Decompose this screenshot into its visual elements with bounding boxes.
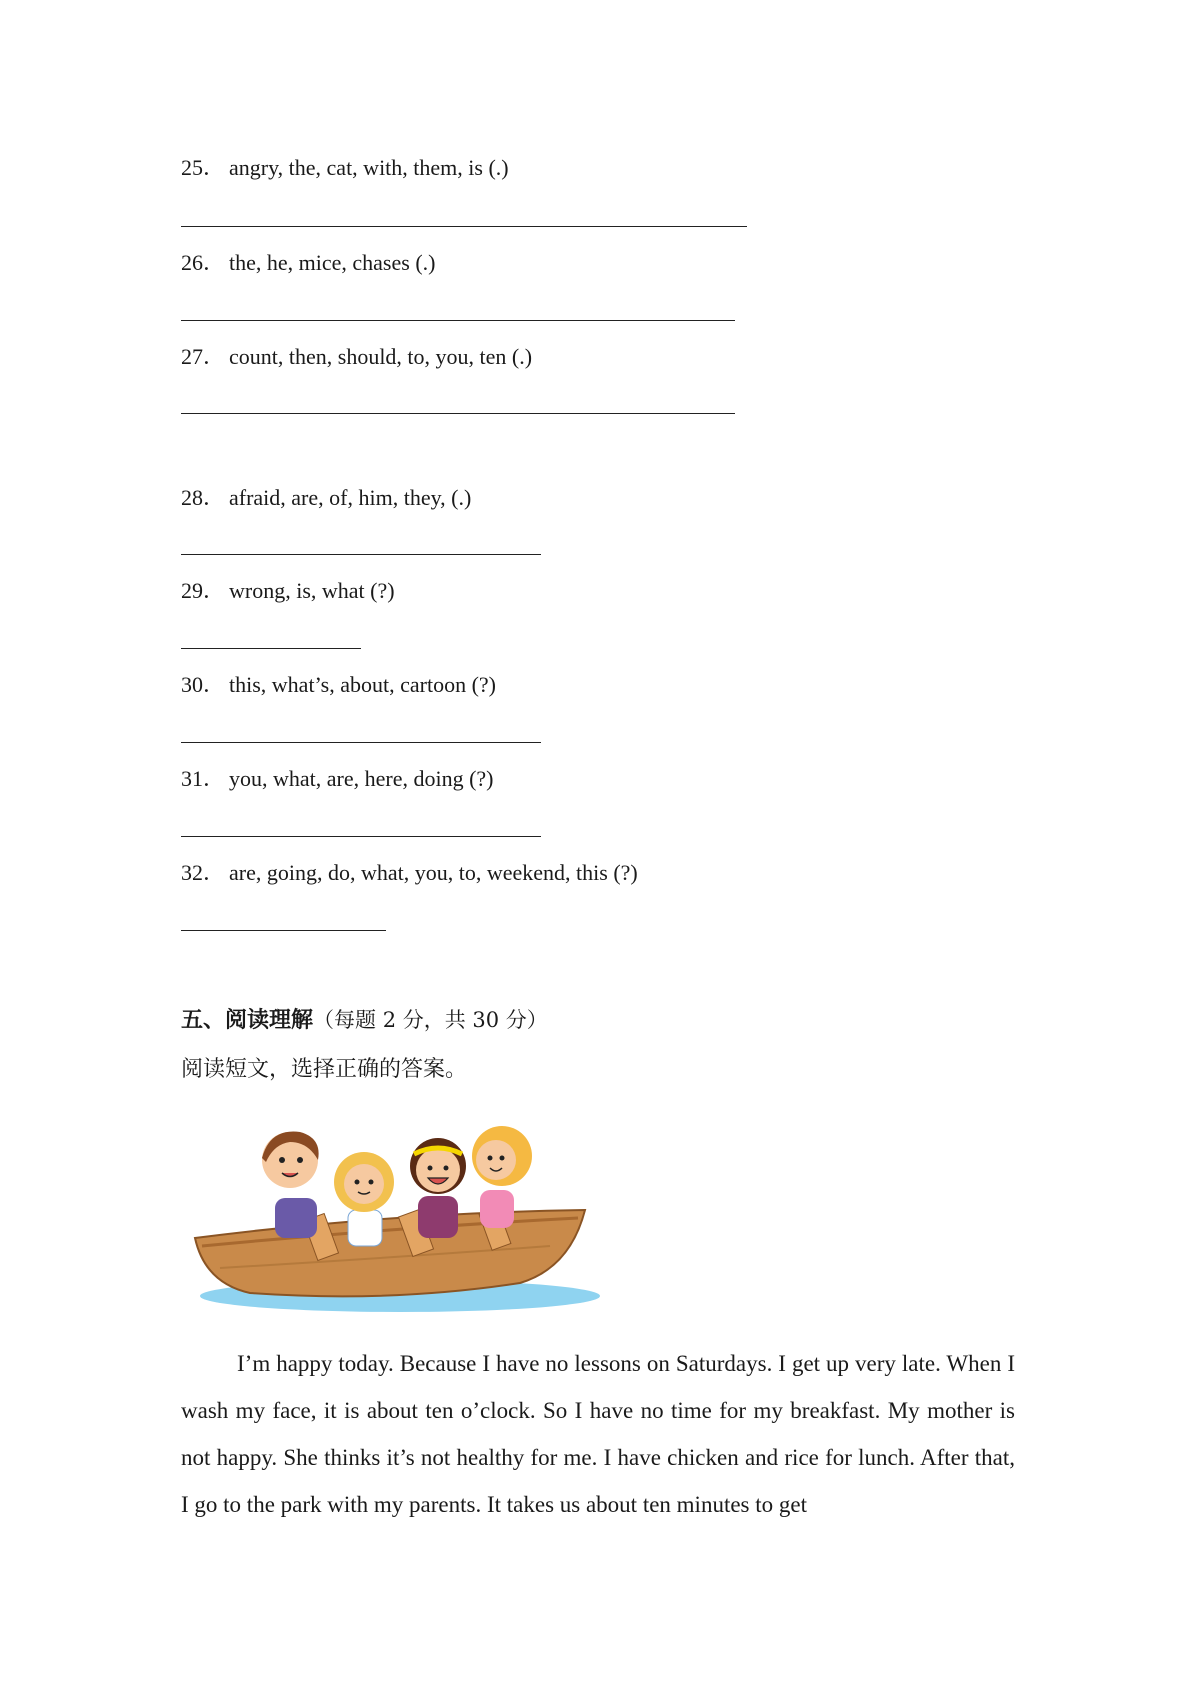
question-29: [181, 578, 395, 604]
children-in-boat-icon: [190, 1118, 610, 1318]
question-number: 27．: [181, 344, 226, 369]
question-27: [181, 344, 532, 370]
question-26: [181, 250, 435, 276]
question-number: 31．: [181, 766, 226, 791]
question-number: 32．: [181, 860, 226, 885]
question-25: [181, 155, 509, 181]
question-31: [181, 766, 494, 792]
answer-line-32[interactable]: [181, 930, 386, 931]
question-number: 28．: [181, 485, 226, 510]
question-words: are, going, do, what, you, to, weekend, this (?): [229, 860, 638, 885]
answer-line-29[interactable]: [181, 648, 361, 649]
question-32: [181, 860, 638, 886]
answer-line-27[interactable]: [181, 413, 735, 414]
section-points: （每题 2 分，共 30 分）: [313, 1008, 548, 1032]
question-number: 25．: [181, 155, 226, 180]
question-number: 26．: [181, 250, 226, 275]
question-words: afraid, are, of, him, they, (.): [229, 485, 472, 510]
section-instruction: 阅读短文，选择正确的答案。: [181, 1057, 468, 1082]
question-words: the, he, mice, chases (.): [229, 250, 436, 275]
question-words: angry, the, cat, with, them, is (.): [229, 155, 509, 180]
answer-line-28[interactable]: [181, 554, 541, 555]
reading-passage: I’m happy today. Because I have no lessons on Saturdays. I get up very late. When I wash my face, it is about ten o’clock. So I have no time for my breakfast. My mother is not happy. She thinks it’s not healthy for me. I have chicken and rice for lunch. After that, I go to the park with my parents. It takes us about ten minutes to get: [181, 1351, 1015, 1517]
question-28: [181, 485, 471, 511]
answer-line-31[interactable]: [181, 836, 541, 837]
answer-line-30[interactable]: [181, 742, 541, 743]
section-title: [181, 1003, 548, 1034]
answer-line-26[interactable]: [181, 320, 735, 321]
question-words: this, what’s, about, cartoon (?): [229, 672, 496, 697]
question-words: wrong, is, what (?): [229, 578, 395, 603]
question-number: 30．: [181, 672, 226, 697]
section-title-text: 五、阅读理解: [181, 1008, 314, 1033]
answer-line-25[interactable]: [181, 226, 747, 227]
question-words: count, then, should, to, you, ten (.): [229, 344, 533, 369]
question-number: 29．: [181, 578, 226, 603]
question-30: [181, 672, 496, 698]
question-words: you, what, are, here, doing (?): [229, 766, 494, 791]
